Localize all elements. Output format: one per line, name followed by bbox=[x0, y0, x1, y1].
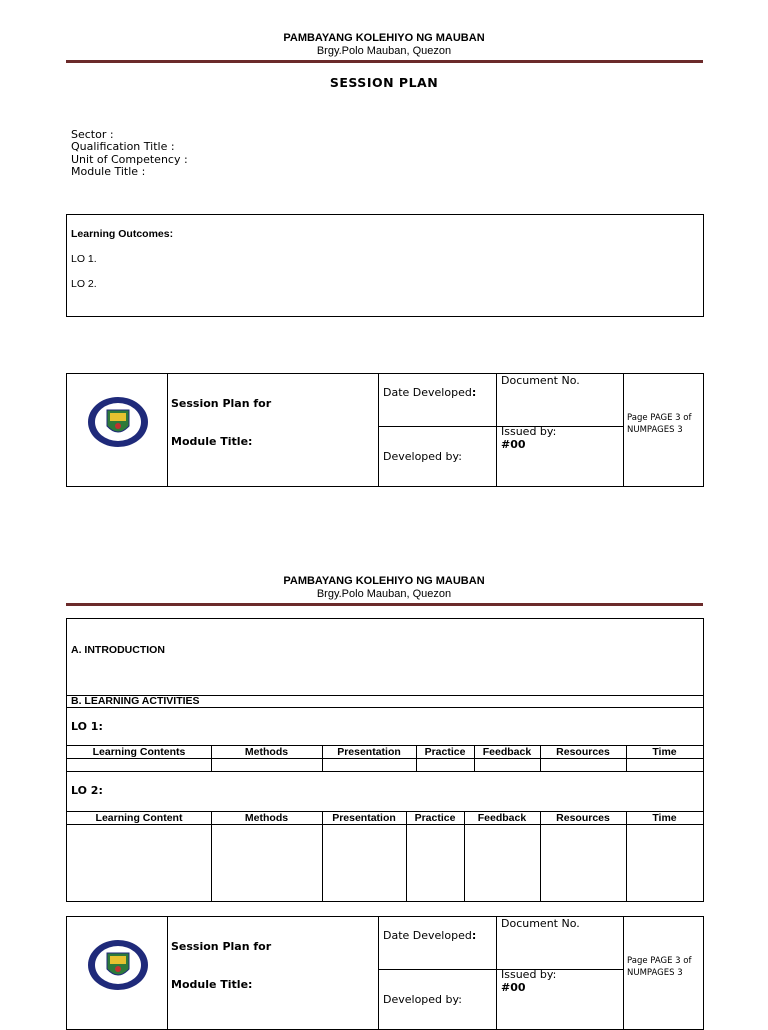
footer-module-title-label: Module Title: bbox=[171, 435, 253, 448]
page-title: SESSION PLAN bbox=[329, 75, 439, 90]
document-footer-table-page2 bbox=[66, 916, 704, 1030]
page-number: Page PAGE 3 of NUMPAGES 3 bbox=[627, 413, 692, 435]
issue-number-page2: #00 bbox=[501, 981, 526, 994]
qualification-title-label: Qualification Title : bbox=[71, 140, 175, 154]
session-plan-for-label: Session Plan for bbox=[171, 397, 272, 410]
session-plan-for-label-page2: Session Plan for bbox=[171, 940, 272, 953]
lo1-col-methods: Methods bbox=[244, 746, 289, 758]
unit-of-competency-label: Unit of Competency : bbox=[71, 152, 188, 166]
date-developed-label: Date Developed: bbox=[383, 386, 477, 399]
learning-outcomes-label: Learning Outcomes: bbox=[71, 228, 174, 240]
lo1-col-practice: Practice bbox=[424, 746, 466, 758]
lo2-col-presentation: Presentation bbox=[332, 812, 396, 824]
lo1-heading: LO 1: bbox=[71, 720, 103, 733]
learning-outcomes-box bbox=[66, 214, 704, 317]
lo1-col-feedback: Feedback bbox=[482, 746, 532, 758]
page-number-page2: Page PAGE 3 of NUMPAGES 3 bbox=[627, 956, 692, 978]
document-no-label: Document No. bbox=[501, 374, 580, 387]
introduction-heading: A. INTRODUCTION bbox=[71, 644, 165, 656]
lo2-col-practice: Practice bbox=[414, 812, 456, 824]
developed-by-label-page2: Developed by: bbox=[383, 993, 462, 1006]
school-address-page2: Brgy.Polo Mauban, Quezon bbox=[316, 588, 452, 600]
issue-number: #00 bbox=[501, 438, 526, 451]
school-name-page2: PAMBAYANG KOLEHIYO NG MAUBAN bbox=[283, 575, 485, 587]
date-developed-label-page2: Date Developed: bbox=[383, 929, 477, 942]
header-rule-page2 bbox=[66, 603, 703, 606]
header-rule bbox=[66, 60, 703, 63]
issued-by-label: Issued by: bbox=[501, 425, 557, 438]
lo2-col-methods: Methods bbox=[244, 812, 289, 824]
learning-activities-heading: B. LEARNING ACTIVITIES bbox=[71, 695, 200, 707]
plan-fields bbox=[71, 129, 188, 178]
lo2-heading: LO 2: bbox=[71, 784, 103, 797]
lo2-col-learning-content: Learning Content bbox=[95, 812, 183, 824]
school-name: PAMBAYANG KOLEHIYO NG MAUBAN bbox=[283, 32, 485, 44]
document-no-label-page2: Document No. bbox=[501, 917, 580, 930]
lo2-col-time: Time bbox=[652, 812, 677, 824]
school-seal-icon-page2 bbox=[87, 939, 149, 991]
lo2-col-resources: Resources bbox=[556, 812, 610, 824]
sector-label: Sector : bbox=[71, 128, 114, 141]
lo1-item: LO 1. bbox=[71, 253, 97, 265]
footer-module-title-label-page2: Module Title: bbox=[171, 978, 253, 991]
lo1-col-time: Time bbox=[652, 746, 677, 758]
school-seal-icon bbox=[87, 396, 149, 448]
lo1-col-presentation: Presentation bbox=[337, 746, 401, 758]
issued-by-label-page2: Issued by: bbox=[501, 968, 557, 981]
lo1-col-resources: Resources bbox=[556, 746, 610, 758]
lo2-col-feedback: Feedback bbox=[477, 812, 527, 824]
activities-table bbox=[66, 618, 704, 902]
lo2-item: LO 2. bbox=[71, 278, 97, 290]
module-title-label: Module Title : bbox=[71, 164, 146, 178]
lo1-col-learning-contents: Learning Contents bbox=[92, 746, 186, 758]
document-footer-table bbox=[66, 373, 704, 487]
developed-by-label: Developed by: bbox=[383, 450, 462, 463]
school-address: Brgy.Polo Mauban, Quezon bbox=[316, 45, 452, 57]
